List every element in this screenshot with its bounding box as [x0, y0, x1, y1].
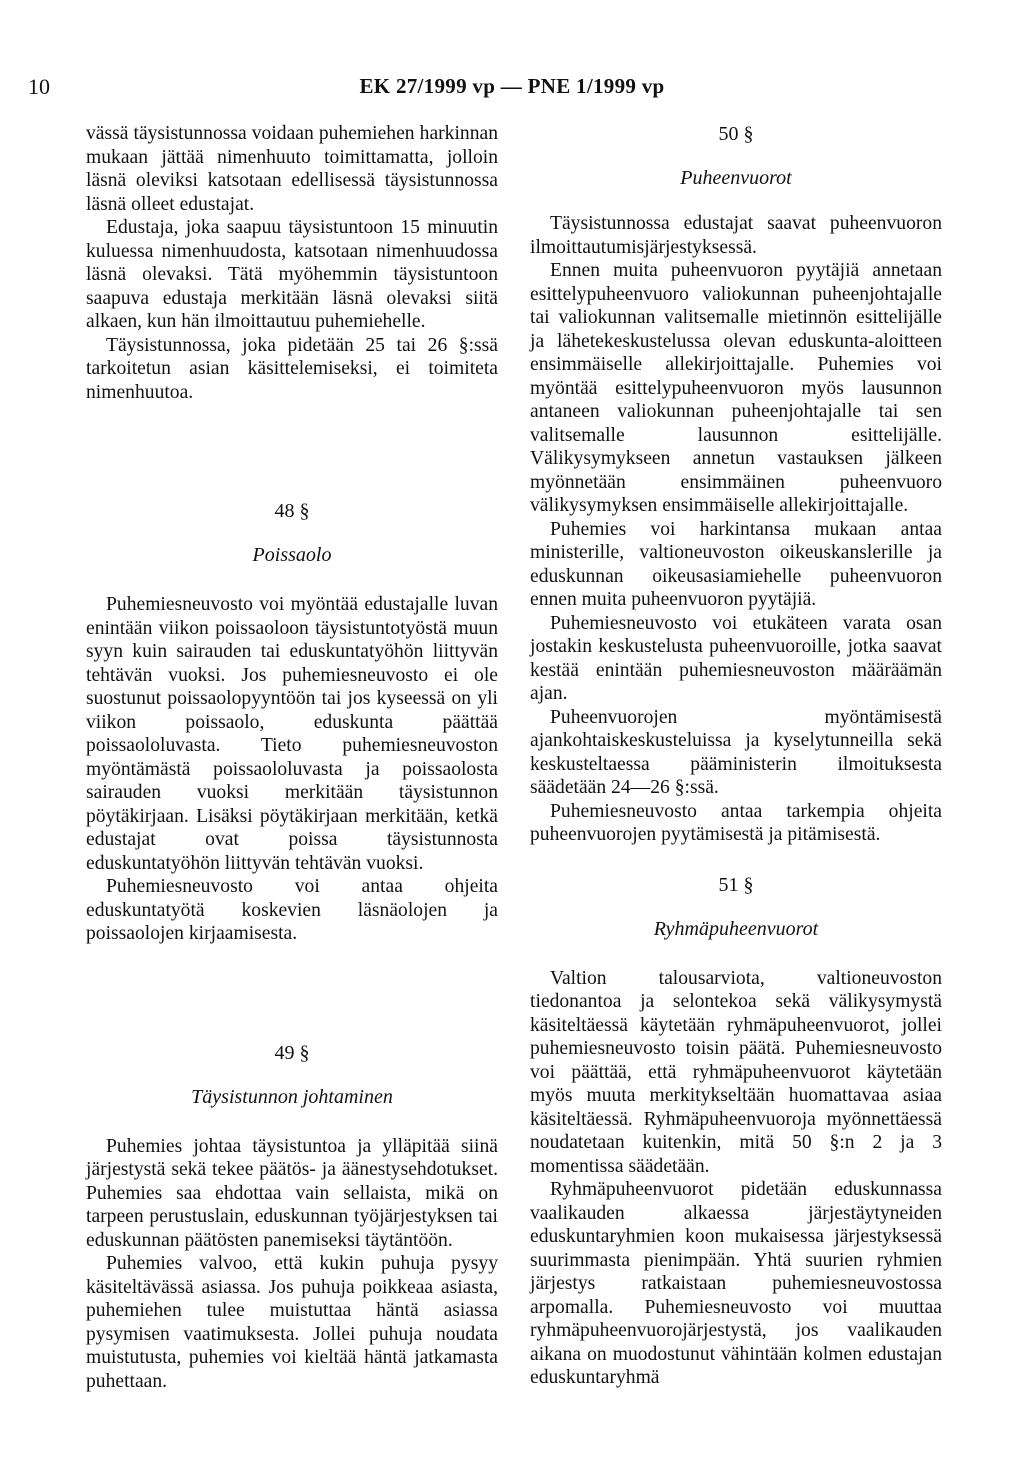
- section-title: Poissaolo: [252, 544, 332, 566]
- section-48: [86, 499, 498, 946]
- page-number: 10: [28, 74, 50, 99]
- section-51: [530, 873, 942, 1390]
- section-number: 49 §: [274, 1041, 310, 1064]
- section-50: [530, 122, 942, 847]
- section-title: Täysistunnon johtaminen: [191, 1085, 393, 1108]
- paragraph: Puhemiesneuvosto antaa tarkempia ohjeita puheenvuorojen pyytämisestä ja pitämisestä.: [530, 800, 942, 845]
- paragraph: Puheenvuorojen myöntämisestä ajankohtaiskeskusteluissa ja kyselytunneilla sekä keskusteltaessa pääministerin ilmoituksesta säädetään 24—26 §:ssä.: [530, 706, 942, 798]
- paragraph: vässä täysistunnossa voidaan puhemiehen harkinnan mukaan jättää nimenhuuto toimittamatta, jolloin läsnä oleviksi katsotaan edellisessä täysistunnossa läsnä olleet edustajat.: [86, 123, 498, 215]
- right-column: [530, 122, 942, 1390]
- paragraph: Edustaja, joka saapuu täysistuntoon 15 minuutin kuluessa nimenhuudosta, katsotaan nimenhuudossa läsnä olevaksi. Tätä myöhemmin täysistuntoon saapuva edustaja merkitään läsnä olevaksi siitä alkaen, kun hän ilmoittautuu puhemiehelle.: [86, 217, 498, 332]
- section-title: Puheenvuorot: [680, 167, 792, 189]
- paragraph: Puhemiesneuvosto voi antaa ohjeita eduskuntatyötä koskevien läsnäolojen ja poissaolojen kirjaamisesta.: [86, 876, 498, 944]
- paragraph: Ryhmäpuheenvuorot pidetään eduskunnassa vaalikauden alkaessa järjestäytyneiden eduskuntaryhmien koon mukaisessa järjestyksessä suurimmasta pienimpään. Yhtä suurien ryhmien järjestys ratkaistaan puhemiesneuvostossa arpomalla. Puhemiesneuvosto voi muuttaa ryhmäpuheenvuorojärjestystä, jos vaalikauden aikana on muodostunut vähintään kolmen edustajan eduskuntaryhmä: [530, 1179, 942, 1388]
- left-column: [86, 122, 498, 1393]
- paragraph: Valtion talousarviota, valtioneuvoston tiedonantoa ja selontekoa sekä välikysymystä käsiteltäessä käytetään ryhmäpuheenvuorot, jollei puhemiesneuvosto toisin päätä. Puhemiesneuvosto voi päättää, että ryhmäpuheenvuorot käytetään myös muuta merkitykseltään huomattavaa asiaa käsiteltäessä. Ryhmäpuheenvuoroja myönnettäessä noudatetaan kuitenkin, mitä 50 §:n 2 ja 3 momentissa säädetään.: [530, 967, 942, 1177]
- paragraph: Puhemiesneuvosto voi etukäteen varata osan jostakin keskustelusta puheenvuoroille, jotka saavat kestää enintään puhemiesneuvoston määräämän ajan.: [530, 612, 942, 704]
- section-number: 50 §: [718, 123, 754, 145]
- paragraph: Puhemies valvoo, että kukin puhuja pysyy käsiteltävässä asiassa. Jos puhuja poikkeaa asiasta, puhemiehen tulee muistuttaa häntä asiassa pysymisen vaatimuksesta. Jollei puhuja noudata muistutusta, puhemies voi kieltää häntä jatkamasta puhettaan.: [86, 1253, 498, 1392]
- section-number: 51 §: [718, 873, 754, 896]
- paragraph: Täysistunnossa, joka pidetään 25 tai 26 §:ssä tarkoitetun asian käsittelemiseksi, ei toimiteta nimenhuutoa.: [86, 334, 498, 403]
- paragraph: Puhemies voi harkintansa mukaan antaa ministerille, valtioneuvoston oikeuskanslerille ja eduskunnan oikeusasiamiehelle puheenvuoron ennen muita puheenvuoron pyytäjiä.: [530, 518, 942, 610]
- paragraph: Ennen muita puheenvuoron pyytäjiä annetaan esittelypuheenvuoro valiokunnan puheenjohtajalle tai valiokunnan valitsemalle mietinnön esittelijälle ja lähetekeskustelussa olevan eduskunta-aloitteen ensimmäiselle allekirjoittajalle. Puhemies voi myöntää esittelypuheenvuoron myös lausunnon antaneen valiokunnan puheenjohtajalle tai sen valitsemalle lausunnon esittelijälle. Välikysymykseen annetun vastauksen jälkeen myönnetään ensimmäinen puheenvuoro välikysymyksen ensimmäiselle allekirjoittajalle.: [530, 260, 942, 516]
- paragraph: Täysistunnossa edustajat saavat puheenvuoron ilmoittautumisjärjestyksessä.: [530, 213, 942, 258]
- section-number: 48 §: [274, 500, 310, 522]
- section-49: [86, 1041, 498, 1394]
- running-head: EK 27/1999 vp — PNE 1/1999 vp: [359, 74, 665, 98]
- section-title: Ryhmäpuheenvuorot: [653, 917, 819, 940]
- paragraph: Puhemies johtaa täysistuntoa ja ylläpitää siinä järjestystä sekä tekee päätös- ja äänestysehdotukset. Puhemies saa ehdottaa vain sellaista, mikä on tarpeen perustuslain, eduskunnan työjärjestyksen tai eduskunnan päätösten panemiseksi täytäntöön.: [86, 1135, 498, 1251]
- paragraph: Puhemiesneuvosto voi myöntää edustajalle luvan enintään viikon poissaoloon täysistuntotyöstä muun syyn kuin sairauden tai eduskuntatyöhön liittyvän tehtävän vuoksi. Jos puhemiesneuvosto ei ole suostunut poissaolopyyntöön tai jos kyseessä on yli viikon poissaolo, eduskunta päättää poissaololuvasta. Tieto puhemiesneuvoston myöntämästä poissaololuvasta ja poissaolosta sairauden vuoksi merkitään täysistunnon pöytäkirjaan. Lisäksi pöytäkirjaan merkitään, ketkä edustajat ovat poissa täysistunnosta eduskuntatyöhön liittyvän tehtävän vuoksi.: [86, 594, 498, 874]
